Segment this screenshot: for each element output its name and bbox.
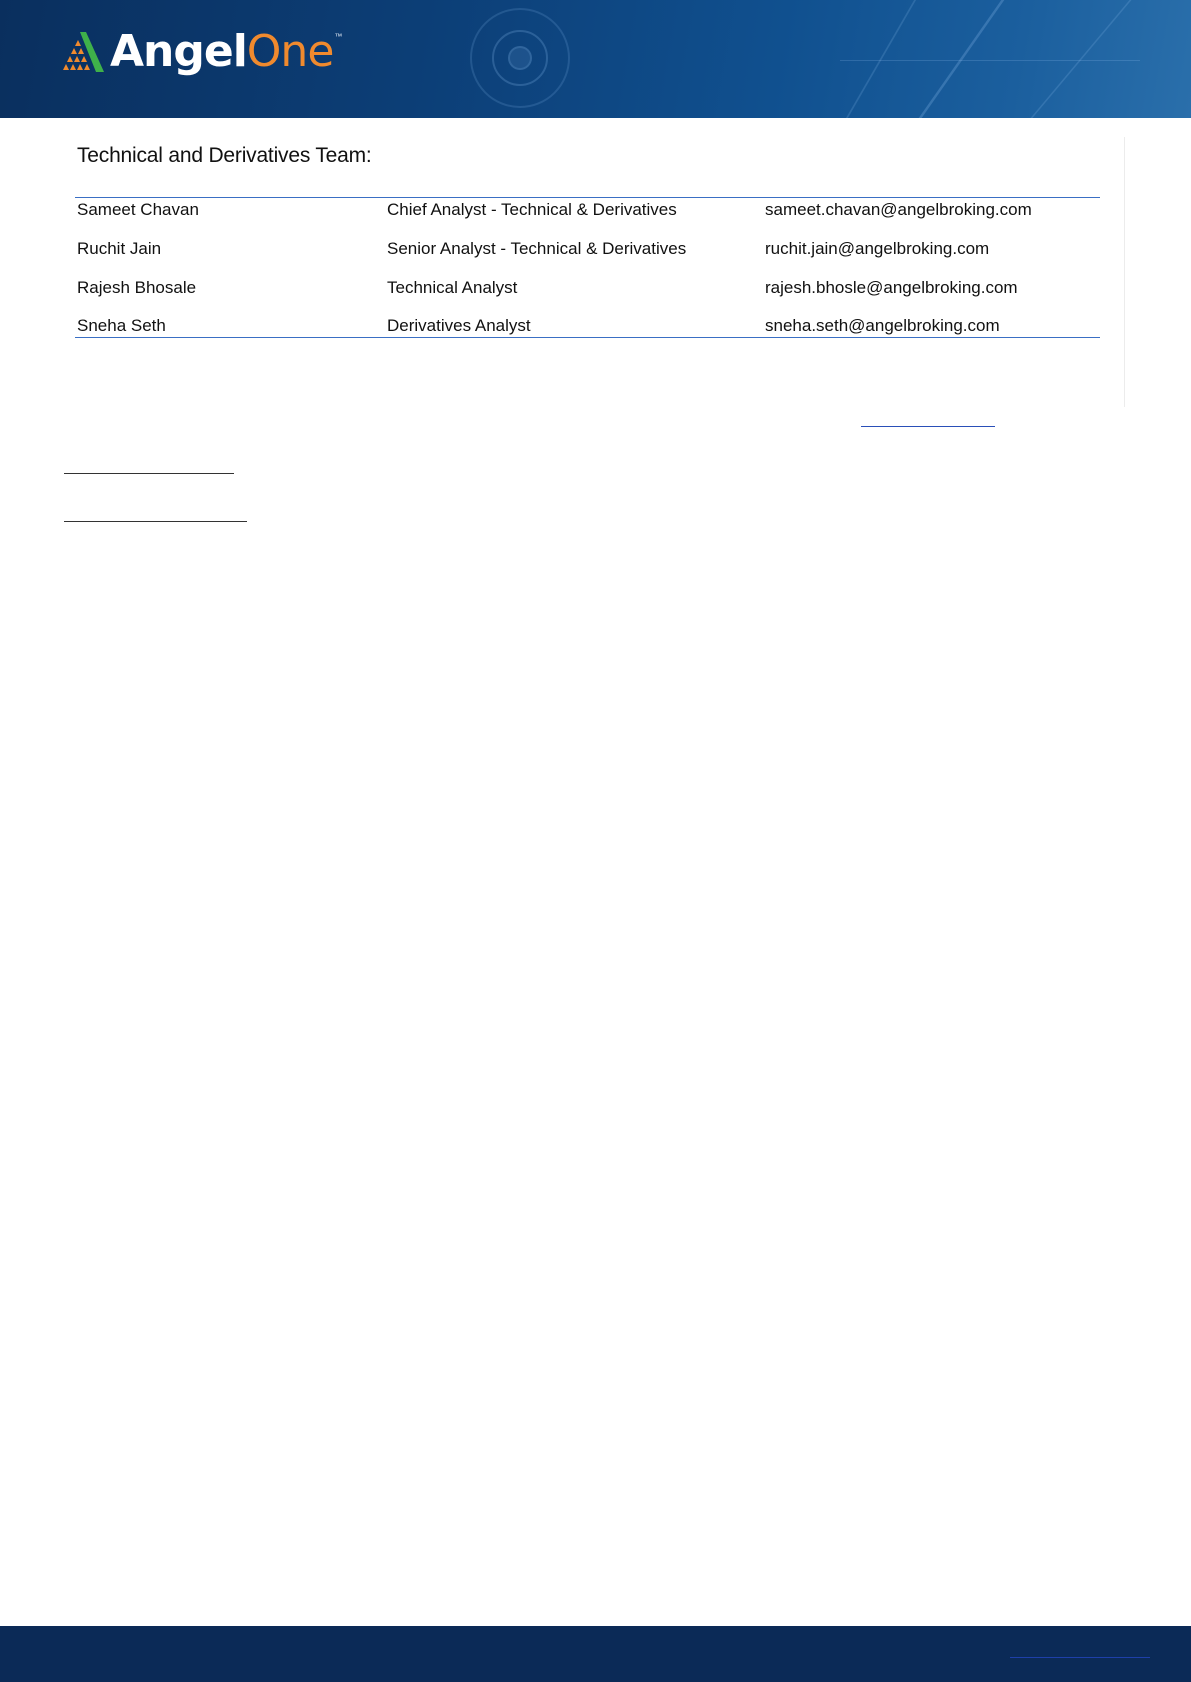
horizontal-rule <box>64 521 247 522</box>
footer-bar <box>0 1626 1191 1682</box>
table-row <box>75 200 1100 222</box>
decorative-streak <box>846 0 916 118</box>
analyst-role: Derivatives Analyst <box>387 316 531 335</box>
decorative-streak <box>1030 0 1131 118</box>
analyst-name: Sneha Seth <box>77 316 166 335</box>
horizontal-rule <box>64 473 234 474</box>
logo-wordmark-angel: Angel <box>110 26 247 77</box>
team-contact-table <box>75 197 1100 338</box>
analyst-email[interactable]: sneha.seth@angelbroking.com <box>765 316 1000 335</box>
analyst-email[interactable]: ruchit.jain@angelbroking.com <box>765 239 990 258</box>
analyst-name: Rajesh Bhosale <box>77 278 197 297</box>
decorative-streak <box>840 60 1140 61</box>
analyst-role: Technical Analyst <box>387 278 518 297</box>
analyst-name: Ruchit Jain <box>77 239 162 258</box>
section-title: Technical and Derivatives Team: <box>77 144 372 167</box>
analyst-name: Sameet Chavan <box>77 200 199 219</box>
angel-one-logo <box>56 22 342 82</box>
analyst-email[interactable]: sameet.chavan@angelbroking.com <box>765 200 1032 219</box>
logo-wordmark <box>110 26 334 77</box>
decorative-circle <box>508 46 532 70</box>
logo-wordmark-one: One <box>246 26 334 77</box>
trademark-symbol: ™ <box>334 32 343 41</box>
angel-one-triangle-logo-icon <box>56 30 104 74</box>
footer-link-underline[interactable] <box>1010 1657 1150 1658</box>
hyperlink-underline[interactable] <box>861 426 995 427</box>
table-row <box>75 239 1100 261</box>
analyst-email[interactable]: rajesh.bhosle@angelbroking.com <box>765 278 1018 297</box>
table-row <box>75 278 1100 300</box>
table-row <box>75 316 1100 338</box>
decorative-streak <box>919 0 1005 118</box>
column-divider <box>1124 137 1125 407</box>
analyst-role: Senior Analyst - Technical & Derivatives <box>387 239 687 258</box>
analyst-role: Chief Analyst - Technical & Derivatives <box>387 200 677 219</box>
header-banner <box>0 0 1191 118</box>
